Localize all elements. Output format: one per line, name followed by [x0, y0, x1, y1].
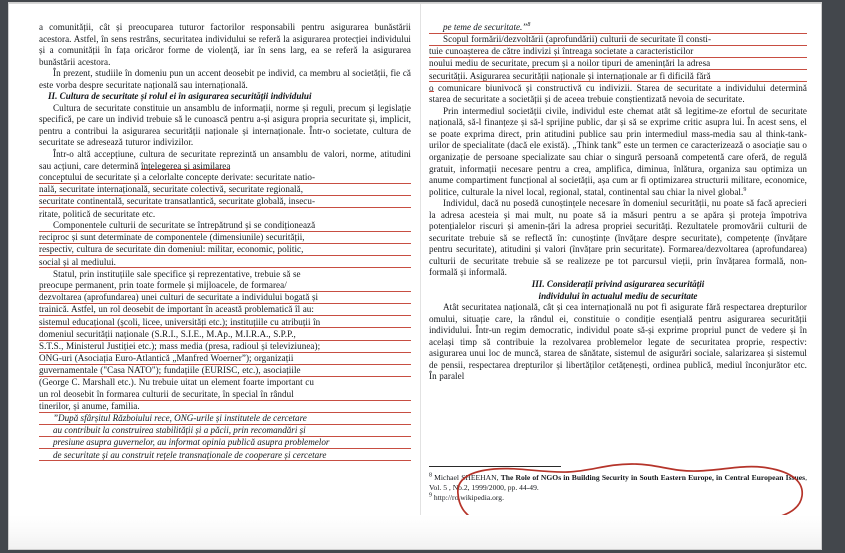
- scanned-page-spread: [9, 3, 821, 549]
- red-underlined-line: securitate continentală, securitate transatlantică, securitate globală, insecu-: [39, 196, 411, 208]
- footnote-marker: 9: [743, 186, 747, 193]
- red-underline-segment: înțelegerea și asimilarea: [140, 160, 231, 171]
- page-right: [429, 4, 807, 549]
- paragraph-plain-lead: Statul, prin instituțiile sale specifice și reprezentative, trebuie să se: [53, 268, 301, 279]
- red-underlined-line: ONG-uri (Asociația Euro-Atlantică „Manfred Woerner”); organizații: [39, 353, 411, 365]
- left-page-textblock: [39, 22, 411, 462]
- footnote-block: [429, 473, 807, 502]
- red-underlined-line: reciproc și sunt determinate de componentele (dimensiunile) securității,: [39, 232, 411, 244]
- paragraph-text: Prin intermediul societății civile, individul este chemat atât să legitime-ze efortul de securitate națională, să-l finanțeze și să-l sprijine public, dar și să se exprime critic asupra lui. În acest sens, el se poate exprima direct, prin atitudini publice sau prin intermediul mass-media sau al think-tank-urilor de specialitate (dacă ele există). „Think tank” este un termen ce caracterizează o asociație sau o organizație de persoane specializate sau chiar o singură persoană competentă care oferă, de regulă gratuit, informații necesare pentru a crea, amplifica, diminua, înlătura, organiza sau optimiza un anume compartiment funcțional al societății, așa cum ar fi optimizarea structurii militare, economice, politice, culturale la nivel local, regional, statal, continental sau chiar la nivel global.: [429, 105, 807, 197]
- red-underlined-line: un rol deosebit în formarea culturii de securitate, în special în rândul: [39, 389, 411, 401]
- section-heading-ii: II. Cultura de securitate și rolul ei în asigurarea securității individului: [48, 91, 312, 102]
- continuation-text: pe teme de securitate.”: [443, 22, 528, 32]
- red-underlined-line: tuie cunoașterea de către indivizi și întreaga societate a caracteristicilor: [429, 46, 807, 58]
- footnote-separator-rule: [429, 466, 561, 467]
- section-heading-iii-line1: III. Considerații privind asigurarea securității: [531, 279, 705, 289]
- paragraph-partially-underlined: [39, 149, 411, 172]
- footnote-plain: Michael SHEEHAN,: [432, 473, 501, 482]
- paragraph: Individul, dacă nu posedă cunoștințele necesare în domeniul securității, nu poate să facă aprecieri la adresa acesteia și mai mult, nu poate să ia măsuri pentru a se apăra și proteja împotriva potențialelor riscuri și amenin-țări la adresa propriei securități. Rezultatele promovării culturii de securitate trebuie să se reflectă în: cunoștințe (învățare despre securitate), competențe (învățare pentru securitate), atitudini și valori (învățare prin securitate). Formarea/dezvoltarea (aprofundarea) culturii de securitate trebuie să se realizeze pe tot parcursul vieții, prin învățarea formală, non-formală și informală.: [429, 198, 807, 278]
- red-underlined-line: domeniul securității naționale (S.R.I., S.I.E., M.Ap., M.I.R.A., S.P.P.,: [39, 329, 411, 341]
- red-underlined-line: respectiv, cultura de securitate din domeniul: militar, economic, politic,: [39, 244, 411, 256]
- red-underlined-quote-line: ”După sfârșitul Războiului rece, ONG-urile și institutele de cercetare: [39, 413, 411, 425]
- section-heading-iii-line2: individului în actualul mediu de securitate: [538, 290, 698, 301]
- red-underlined-line: Componentele culturii de securitate se întrepătrund și se condiționează: [39, 220, 411, 232]
- paragraph-tail: ritate, politică de securitate etc.: [39, 208, 156, 219]
- paragraph-mixed-underline: [429, 83, 807, 106]
- paragraph-tail: comunicare biunivocă și constructivă cu indivizii. Starea de securitate a individului determină starea de securitate a societății și de aceea trebuie conștientizată nevoia de securitate.: [429, 82, 807, 105]
- red-underlined-line: S.T.S., Ministerul Justiției etc.); mass media (presa, radioul și televiziunea);: [39, 341, 411, 353]
- red-underlined-line: conceptului de securitate și a celorlalte concepte derivate: securitate natio-: [39, 172, 411, 184]
- red-underlined-quote-line: au contribuit la construirea stabilității și a păcii, prin recomandări și: [39, 425, 411, 437]
- paragraph-plain-lead: Într-o altă accepțiune, cultura de securitate reprezintă un ansamblu de valori, norme, atitudini sau acțiuni, care determină: [39, 149, 411, 171]
- red-underlined-line: sistemul educațional (școli, licee, universități etc.); instituțiile cu atribuții în: [39, 317, 411, 329]
- paragraph: [429, 106, 807, 198]
- red-underlined-line: Scopul formării/dezvoltării (aprofundării) culturii de securitate îl consti-: [429, 34, 807, 46]
- red-underlined-line: nală, securitate internațională, securitate colectivă, securitate regională,: [39, 184, 411, 196]
- footnote-marker: 8: [429, 472, 432, 479]
- footnote-marker: 9: [429, 492, 432, 499]
- paragraph: Atât securitatea națională, cât și cea internațională nu pot fi asigurate fără respectarea drepturilor omului, situație care, la rândul ei, constituie o condiție esențială pentru asigurarea securității individului. Într-un regim democratic, individul poate să-și exprime propriul punct de vedere și în același timp să contribuie la rezolvarea problemelor legate de securitatea proprie, respectiv: asigurarea unui loc de muncă, starea de sănătate, sistemul de asigurări sociale, salarizarea și sistemul de pensii, respectarea drepturilor și libertăților cetățenești, ordinea publică, mediul înconjurător etc. În paralel: [429, 302, 807, 382]
- page-left: [39, 4, 411, 549]
- footnote-title: The Role of NGOs in Building Security in South Eastern Europe, in Central European Issues: [500, 473, 806, 482]
- red-underlined-continuation: [429, 22, 807, 34]
- red-underlined-line: noului mediu de securitate, precum și a noilor tipuri de amenințări la adresa: [429, 58, 807, 70]
- red-underlined-line: dezvoltarea (aprofundarea) unei culturi de securitate a individului bogată și: [39, 292, 411, 304]
- footnote-plain: http://ro.wikipedia.org.: [432, 492, 504, 502]
- red-underlined-line: preocupe permanent, prin toate formele și mijloacele, de formarea/: [39, 280, 411, 292]
- red-underlined-line: trainică. Astfel, un rol deosebit de important în această problematică îl au:: [39, 304, 411, 316]
- paragraph-mid-plain: (George C. Marshall etc.). Nu trebuie uitat un element foarte important cu: [39, 377, 314, 388]
- page-bottom-shadow-band: [9, 515, 821, 549]
- red-underlined-quote-line: presiune asupra guvernelor, au informat opinia publică asupra problemelor: [39, 437, 411, 449]
- red-underline-segment: o: [429, 82, 434, 93]
- footnote-citation: , Vol. 5 , No.2, 1999/2000, pp. 44-49.: [429, 473, 807, 492]
- red-underlined-line: securității. Asigurarea securității naționale și internaționale ar fi dificilă fără: [429, 71, 807, 83]
- paragraph: Cultura de securitate constituie un ansamblu de informații, norme și reguli, precum și legislație specifică, pe care un individ trebuie să le cunoască pentru a-și asigura propria securitate și, implicit, pentru a contribui la asigurarea securității naționale și internaționale. Într-o societate, cultura de securitate se adresează tuturor indivizilor.: [39, 102, 411, 148]
- paragraph: În prezent, studiile în domeniu pun un accent deosebit pe individ, ca membru al societății, fie că este vorba despre securitate națională sau internațională.: [39, 68, 411, 90]
- right-page-textblock: [429, 22, 807, 383]
- red-underlined-line: guvernamentale ("Casa NATO"); fundațiile (EURISC, etc.), asociațiile: [39, 365, 411, 377]
- footnote-marker: 8: [527, 21, 531, 28]
- footnote-item: [429, 473, 807, 493]
- red-underlined-quote-line: de securitate și au construit rețele transnaționale de cooperare și cercetare: [39, 450, 411, 462]
- red-underlined-line: social și al mediului.: [39, 257, 411, 269]
- red-underlined-line: tinerilor, și anume, familia.: [39, 401, 411, 413]
- footnote-item: [429, 493, 807, 503]
- paragraph: a comunității, cât și preocuparea tuturor factorilor responsabili pentru asigurarea bunăstării acestora. Astfel, în sens restrâns, securitatea individului se referă la asigurarea protecției individului și a comunității în fața oricăror forme de violență, iar în sens larg, ea se referă la asigurarea bunăstării acestora.: [39, 22, 411, 67]
- page-gutter-divider: [420, 4, 421, 523]
